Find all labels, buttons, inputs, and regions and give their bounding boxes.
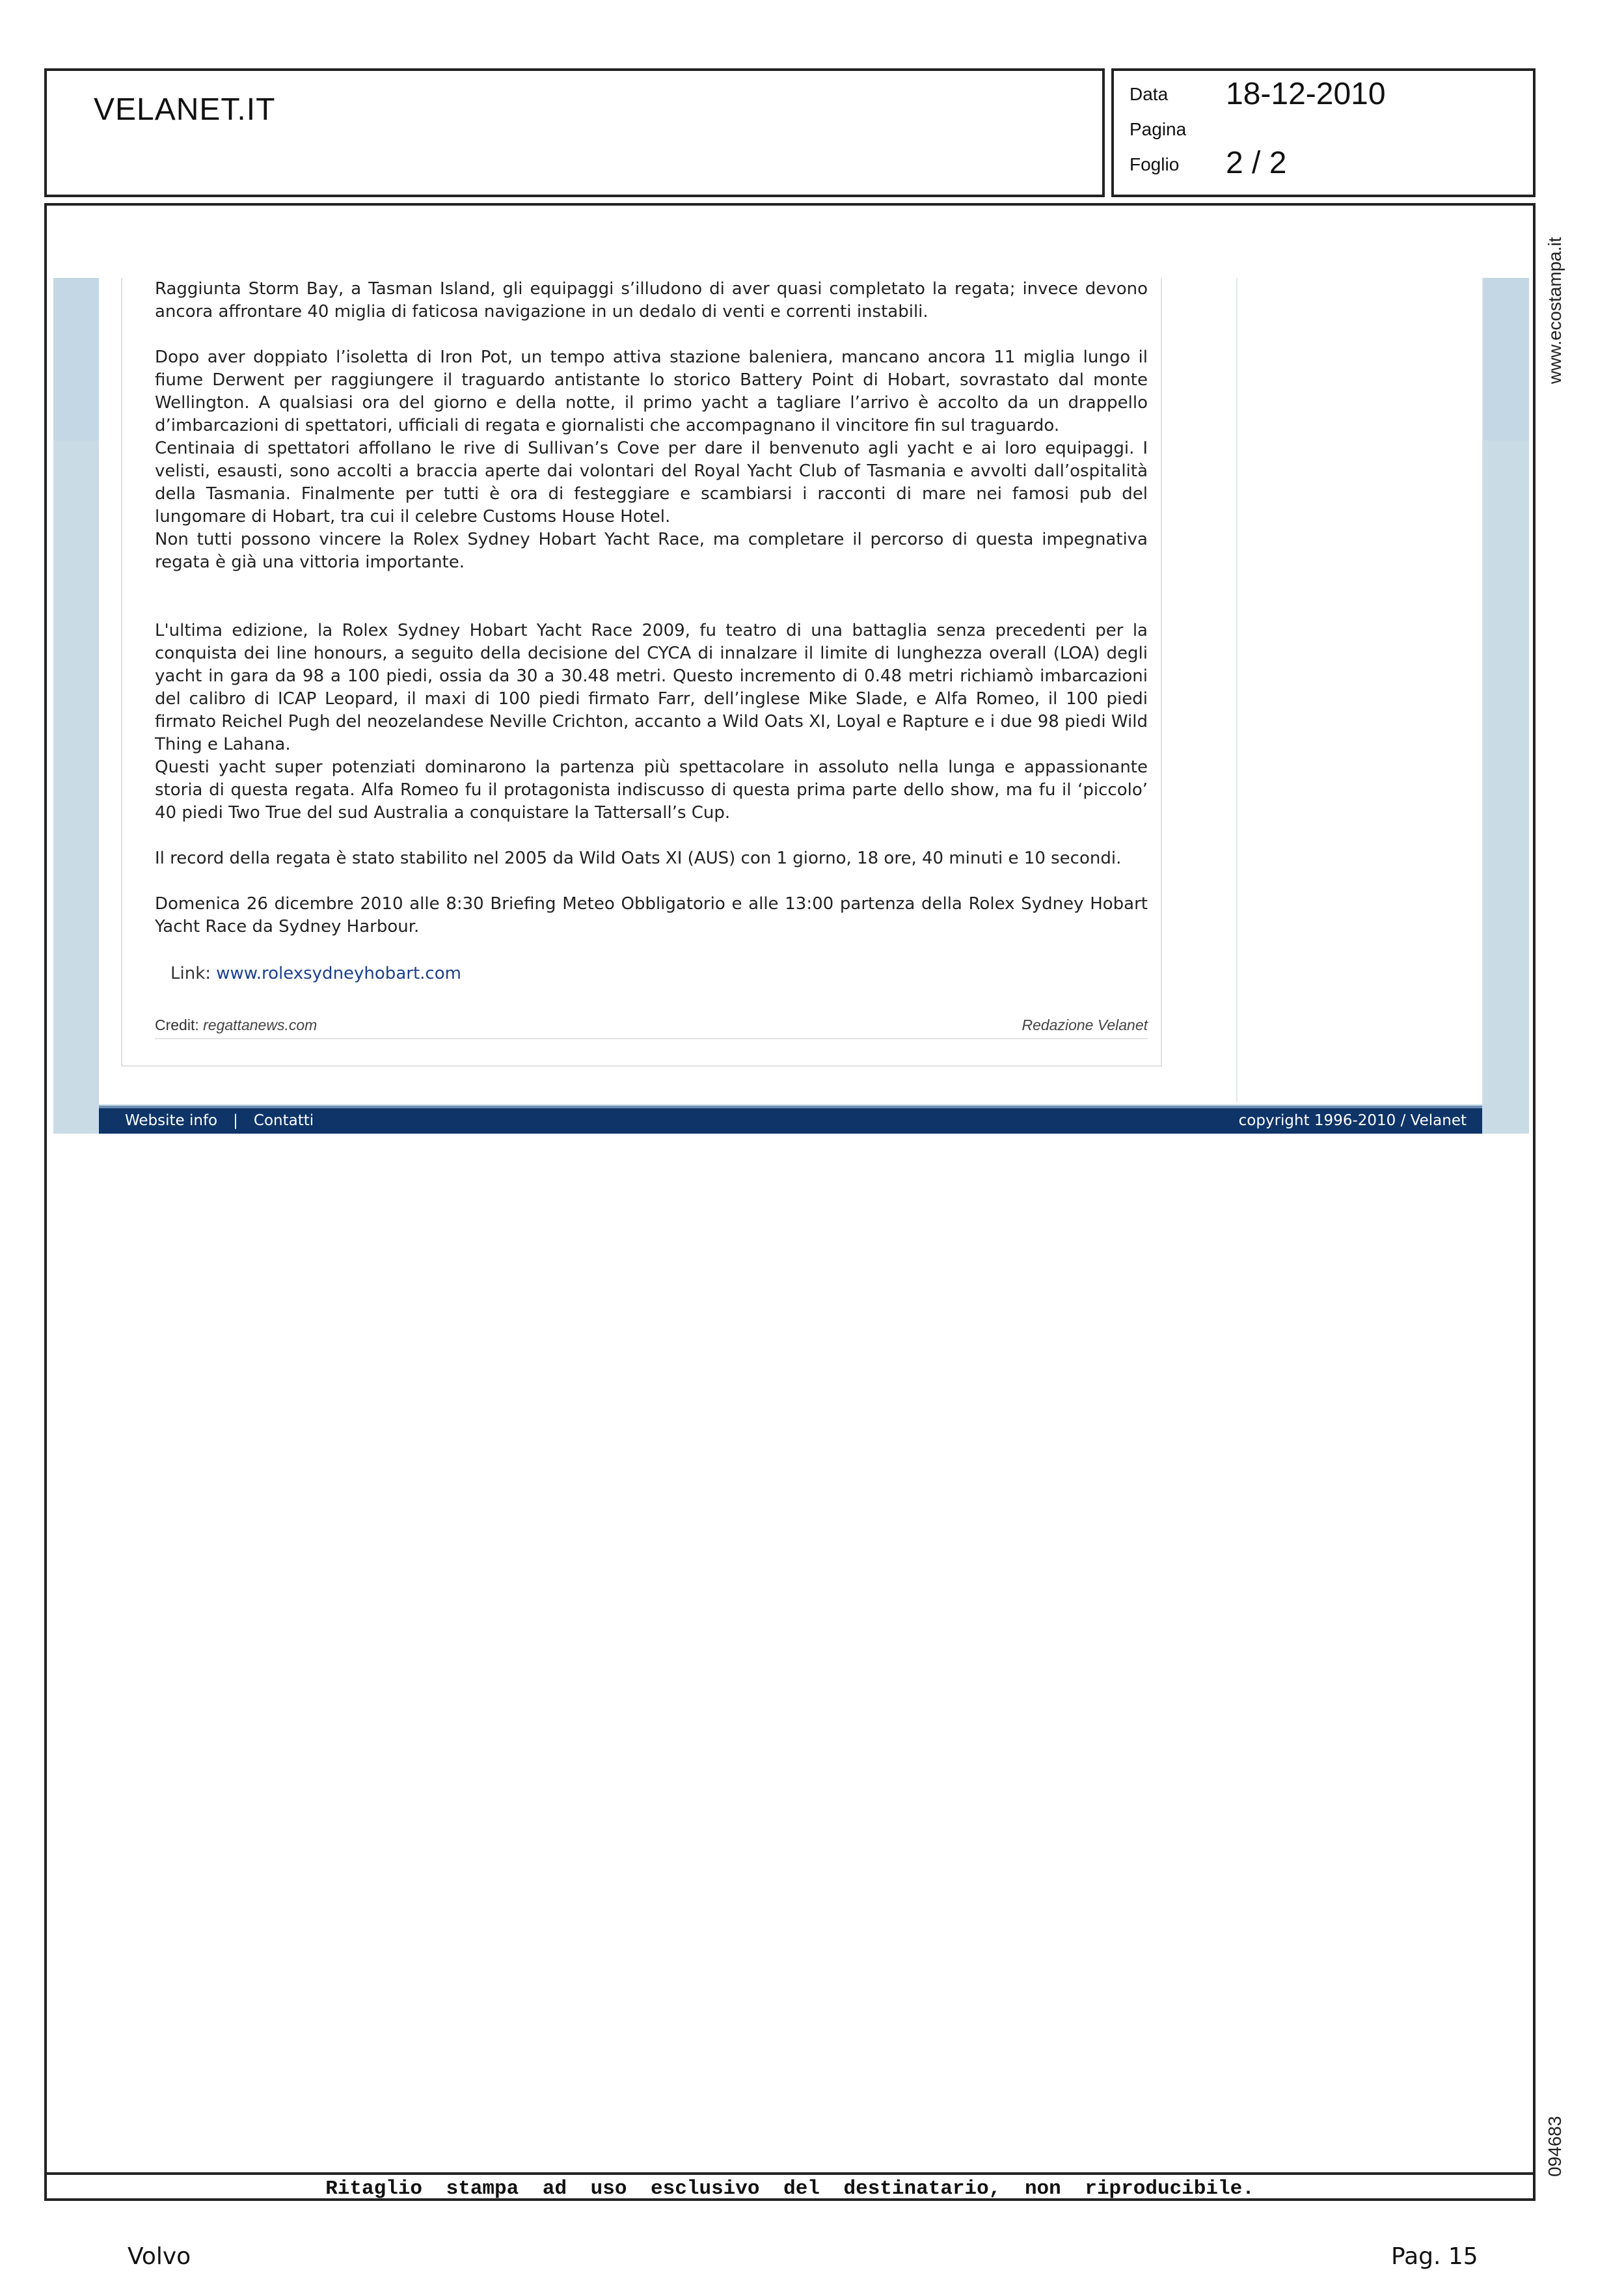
page-number: Pag. 15 — [1391, 2243, 1478, 2270]
sheet-label: Foglio — [1130, 154, 1180, 174]
publication-title: VELANET.IT — [94, 92, 276, 127]
link-label: Link: — [170, 964, 211, 983]
article-link-row — [170, 964, 461, 983]
site-footer-bar — [99, 1106, 1482, 1134]
article-paragraph: Centinaia di spettatori affollano le rive di Sullivan’s Cove per dare il benvenuto agli yacht e ai loro equipaggi. I velisti, esausti, sono accolti a braccia aperte dai volontari del Royal Yacht Club of Tasmania e avvolti dall’ospitalità della Tasmania. Finalmente per tutti è ora di festeggiare e scambiarsi i racconti di mare nei famosi pub del lungomare di Hobart, tra cui il celebre Customs House Hotel. — [155, 439, 1148, 526]
sheet-value: 2 / 2 — [1226, 146, 1287, 180]
disclaimer-rule — [47, 2172, 1533, 2175]
article-paragraph: Non tutti possono vincere la Rolex Sydney Hobart Yacht Race, ma completare il percorso di questa impegnativa regata è già una vittoria importante. — [155, 530, 1148, 572]
disclaimer-text: Ritaglio stampa ad uso esclusivo del destinatario, non riproducibile. — [325, 2177, 1254, 2200]
website-info-link[interactable]: Website info — [125, 1112, 218, 1129]
article-paragraph: Domenica 26 dicembre 2010 alle 8:30 Briefing Meteo Obbligatorio e alle 13:00 partenza della Rolex Sydney Hobart Yacht Race da Sydney Harbour. — [155, 894, 1148, 936]
footer-separator: | — [233, 1112, 238, 1129]
page-label: Pagina — [1130, 119, 1187, 139]
external-link[interactable]: www.rolexsydneyhobart.com — [216, 964, 461, 983]
article-paragraph: Questi yacht super potenziati dominarono la partenza più spettacolare in assoluto nella lunga e appassionante storia di questa regata. Alfa Romeo fu il protagonista indiscusso di questa prima parte dello show, ma fu il ‘piccolo’ 40 piedi Two True del sud Australia a conquistare la Tattersall’s Cup. — [155, 757, 1148, 823]
copyright-text: copyright 1996-2010 / Velanet — [1238, 1112, 1467, 1129]
article-paragraph: Raggiunta Storm Bay, a Tasman Island, gli equipaggi s’illudono di aver quasi completato la regata; invece devono ancora affrontare 40 miglia di faticosa navigazione in un dedalo di venti e correnti instabili. — [155, 279, 1148, 321]
side-site-text: www.ecostampa.it — [1545, 237, 1565, 384]
credit-row — [155, 1017, 1148, 1039]
date-value: 18-12-2010 — [1226, 77, 1386, 111]
credit-label: Credit: — [155, 1017, 199, 1033]
contacts-link[interactable]: Contatti — [253, 1112, 314, 1129]
article-body — [155, 278, 1148, 938]
header-publication-box — [44, 68, 1105, 197]
article-container — [121, 278, 1162, 1067]
header-meta-box — [1111, 68, 1536, 197]
client-name: Volvo — [128, 2243, 191, 2270]
web-page-clip — [53, 278, 1529, 1134]
article-paragraph: Il record della regata è stato stabilito nel 2005 da Wild Oats XI (AUS) con 1 giorno, 18 ore, 40 minuti e 10 secondi. — [155, 849, 1122, 868]
right-column-divider — [1236, 278, 1238, 1102]
article-paragraph: Dopo aver doppiato l’isoletta di Iron Pot, un tempo attiva stazione baleniera, mancano ancora 11 miglia lungo il fiume Derwent per raggiungere il traguardo antistante lo storico Battery Point di Hobart, sovrastato dal monte Wellington. A qualsiasi ora del giorno e della notte, il primo yacht a tagliare l’arrivo è accolto da un drappello d’imbarcazioni di spettatori, ufficiali di regata e giornalisti che accompagnano il vincitore fin sul traguardo. — [155, 348, 1148, 435]
credit-author: Redazione Velanet — [1022, 1017, 1148, 1033]
credit-source: regattanews.com — [203, 1017, 318, 1033]
side-code-text: 094683 — [1545, 2116, 1565, 2177]
article-paragraph: L'ultima edizione, la Rolex Sydney Hobart Yacht Race 2009, fu teatro di una battaglia senza precedenti per la conquista dei line honours, a seguito della decisione del CYCA di innalzare il limite di lunghezza overall (LOA) degli yacht in gara da 98 a 100 piedi, ossia da 30 a 30.48 metri. Questo incremento di 0.48 metri richiamò imbarcazioni del calibro di ICAP Leopard, il maxi di 100 piedi firmato Farr, dell’inglese Mike Slade, e Alfa Romeo, il 100 piedi firmato Reichel Pugh del neozelandese Neville Crichton, accanto a Wild Oats XI, Loyal e Rapture e i due 98 piedi Wild Thing e Lahana. — [155, 621, 1148, 754]
web-page-body — [99, 278, 1483, 1104]
date-label: Data — [1130, 84, 1169, 104]
